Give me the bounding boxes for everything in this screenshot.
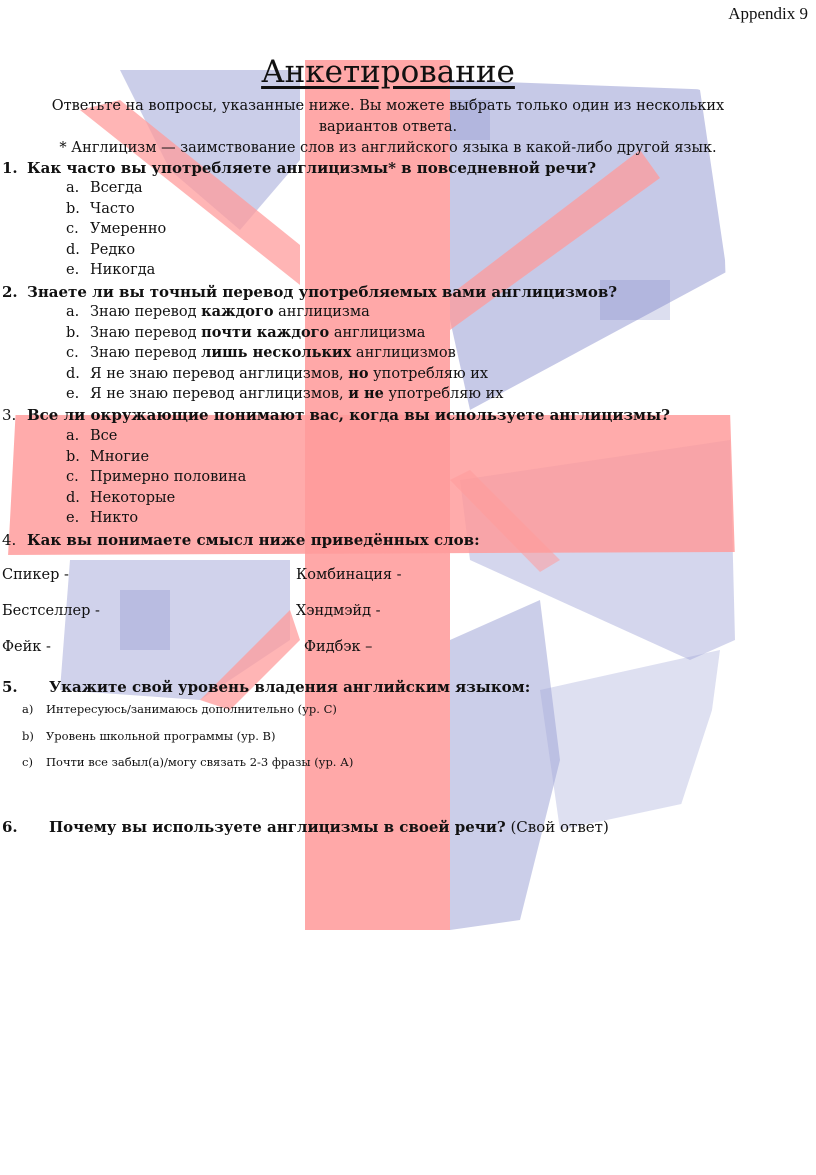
answer-option[interactable]: a) Интересуюсь/занимаюсь дополнительно (ур. С) (22, 702, 337, 716)
question-1-options (66, 178, 166, 281)
question-hint: (Свой ответ) (505, 818, 609, 836)
question-3-options (66, 426, 246, 529)
term-combination: Комбинация - (296, 567, 402, 583)
question-number: 3. (2, 406, 17, 424)
question-number: 5. (2, 678, 18, 696)
term-handmade: Хэндмэйд - (296, 603, 381, 619)
question-text: Все ли окружающие понимают вас, когда вы используете англицизмы? (27, 406, 670, 424)
instructions-line: Ответьте на вопросы, указанные ниже. Вы можете выбрать только один из нескольких (51, 98, 725, 114)
term-feedback: Фидбэк – (304, 639, 373, 655)
question-5-options (22, 696, 353, 776)
answer-option[interactable]: d. Я не знаю перевод англицизмов, но употребляю их (66, 364, 489, 382)
question-2-options (66, 302, 503, 405)
instructions-line: вариантов ответа. (318, 119, 458, 135)
page-title: Анкетирование (261, 54, 515, 90)
answer-option[interactable]: c. Умеренно (66, 221, 167, 238)
answer-option[interactable]: c. Знаю перевод лишь нескольких англицизмов (66, 344, 456, 362)
instructions (8, 96, 768, 159)
answer-option[interactable]: c. Примерно половина (66, 469, 247, 486)
question-text: Знаете ли вы точный перевод употребляемых вами англицизмов? (27, 283, 618, 301)
answer-option[interactable]: a. Знаю перевод каждого англицизма (66, 303, 370, 320)
question-number: 6. (2, 818, 18, 836)
question-text: Почему вы используете англицизмы в своей речи? (49, 818, 506, 836)
question-number: 1. (2, 159, 18, 177)
answer-option[interactable]: c) Почти все забыл(а)/могу связать 2-3 фразы (ур. А) (22, 755, 354, 769)
answer-option[interactable]: a. Всегда (66, 180, 143, 196)
question-number: 2. (2, 283, 18, 301)
answer-option[interactable]: e. Я не знаю перевод англицизмов, и не употребляю их (66, 385, 504, 403)
question-5 (2, 678, 530, 696)
question-number: 4. (2, 531, 17, 549)
question-text: Как вы понимаете смысл ниже приведённых слов: (27, 531, 480, 549)
answer-option[interactable]: e. Никогда (66, 262, 156, 279)
answer-option[interactable]: b) Уровень школьной программы (ур. В) (22, 728, 276, 743)
term-bestseller: Бестселлер - (2, 603, 100, 619)
answer-option[interactable]: b. Знаю перевод почти каждого англицизма (66, 323, 426, 341)
question-2 (2, 283, 617, 301)
appendix-label: Appendix 9 (728, 4, 808, 23)
answer-option[interactable]: b. Многие (66, 448, 150, 465)
question-1 (2, 159, 596, 177)
footnote-definition: * Англицизм — заимствование слов из английского языка в какой-либо другой язык. (59, 140, 717, 156)
answer-option[interactable]: b. Часто (66, 200, 135, 217)
term-speaker: Спикер - (2, 567, 69, 583)
question-text: Укажите свой уровень владения английским языком: (49, 678, 531, 696)
question-6 (2, 818, 609, 836)
answer-option[interactable]: a. Все (66, 428, 118, 444)
answer-option[interactable]: d. Редко (66, 241, 136, 258)
question-4 (2, 531, 480, 549)
answer-option[interactable]: d. Некоторые (66, 489, 176, 506)
answer-option[interactable]: e. Никто (66, 510, 139, 527)
question-text: Как часто вы употребляете англицизмы* в повседневной речи? (27, 159, 597, 177)
question-3 (2, 406, 670, 424)
term-fake: Фейк - (2, 639, 51, 655)
